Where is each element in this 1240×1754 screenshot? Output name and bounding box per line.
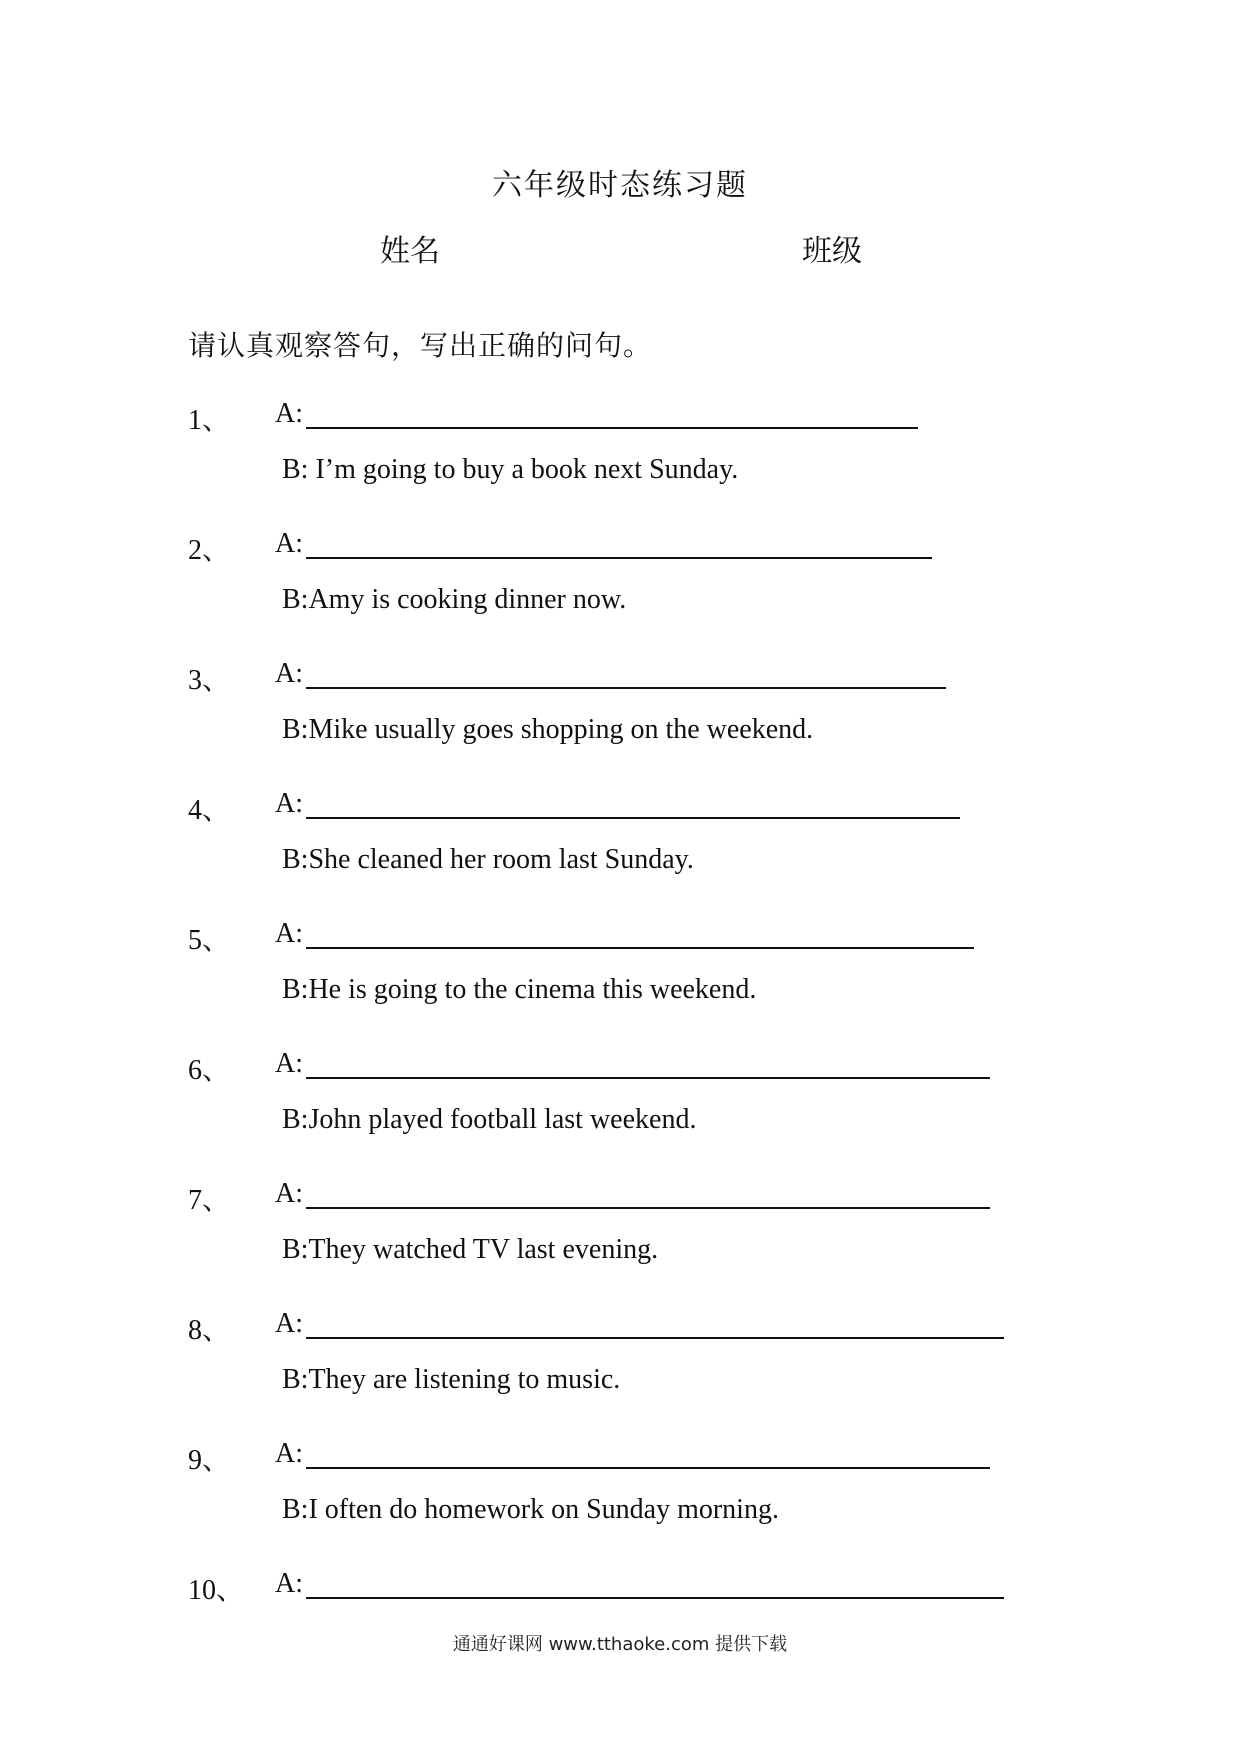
question-number: 7、 xyxy=(188,1185,231,1216)
answer-sentence: B: I’m going to buy a book next Sunday. xyxy=(282,454,739,485)
page-title: 六年级时态练习题 xyxy=(492,169,748,202)
question-number: 9、 xyxy=(188,1445,231,1476)
question-number: 5、 xyxy=(188,925,231,956)
question-a-label: A: xyxy=(275,1178,303,1209)
answer-blank-line[interactable] xyxy=(306,557,932,559)
answer-sentence: B:Mike usually goes shopping on the weekend. xyxy=(282,714,814,745)
answer-blank-line[interactable] xyxy=(306,1207,990,1209)
question-a-label: A: xyxy=(275,398,303,429)
answer-blank-line[interactable] xyxy=(306,1077,990,1079)
question-line xyxy=(0,918,1240,954)
question-number: 10、 xyxy=(188,1575,245,1606)
answer-sentence: B:They watched TV last evening. xyxy=(282,1234,659,1265)
question-item-5 xyxy=(0,918,1240,1048)
question-number: 2、 xyxy=(188,535,231,566)
answer-sentence: B:They are listening to music. xyxy=(282,1364,621,1395)
question-line xyxy=(0,528,1240,564)
instruction-text: 请认真观察答句，写出正确的问句。 xyxy=(188,331,653,362)
class-label: 班级 xyxy=(802,235,862,268)
question-a-label: A: xyxy=(275,918,303,949)
question-line xyxy=(0,1048,1240,1084)
name-label: 姓名 xyxy=(380,235,440,268)
question-a-label: A: xyxy=(275,1048,303,1079)
question-number: 8、 xyxy=(188,1315,231,1346)
question-item-9 xyxy=(0,1438,1240,1568)
answer-blank-line[interactable] xyxy=(306,1597,1004,1599)
question-line xyxy=(0,1438,1240,1474)
question-item-7 xyxy=(0,1178,1240,1308)
question-line xyxy=(0,1178,1240,1214)
question-item-1 xyxy=(0,398,1240,528)
answer-blank-line[interactable] xyxy=(306,427,918,429)
question-a-label: A: xyxy=(275,658,303,689)
question-line xyxy=(0,658,1240,694)
question-item-10 xyxy=(0,1568,1240,1618)
question-item-6 xyxy=(0,1048,1240,1178)
answer-blank-line[interactable] xyxy=(306,947,974,949)
question-line xyxy=(0,398,1240,434)
question-line xyxy=(0,1568,1240,1604)
footer-credit: 通通好课网 www.tthaoke.com 提供下载 xyxy=(452,1634,788,1655)
answer-blank-line[interactable] xyxy=(306,1337,1004,1339)
answer-sentence: B:John played football last weekend. xyxy=(282,1104,697,1135)
answer-sentence: B:Amy is cooking dinner now. xyxy=(282,584,627,615)
question-number: 4、 xyxy=(188,795,231,826)
answer-sentence: B:I often do homework on Sunday morning. xyxy=(282,1494,779,1525)
question-a-label: A: xyxy=(275,1568,303,1599)
question-line xyxy=(0,788,1240,824)
answer-blank-line[interactable] xyxy=(306,687,946,689)
question-a-label: A: xyxy=(275,788,303,819)
answer-blank-line[interactable] xyxy=(306,1467,990,1469)
question-item-2 xyxy=(0,528,1240,658)
question-line xyxy=(0,1308,1240,1344)
question-a-label: A: xyxy=(275,1308,303,1339)
answer-sentence: B:She cleaned her room last Sunday. xyxy=(282,844,694,875)
answer-sentence: B:He is going to the cinema this weekend. xyxy=(282,974,757,1005)
answer-blank-line[interactable] xyxy=(306,817,960,819)
question-item-8 xyxy=(0,1308,1240,1438)
question-a-label: A: xyxy=(275,528,303,559)
student-info-row xyxy=(0,226,1240,266)
question-item-3 xyxy=(0,658,1240,788)
question-number: 1、 xyxy=(188,405,231,436)
question-a-label: A: xyxy=(275,1438,303,1469)
question-number: 3、 xyxy=(188,665,231,696)
question-number: 6、 xyxy=(188,1055,231,1086)
question-item-4 xyxy=(0,788,1240,918)
